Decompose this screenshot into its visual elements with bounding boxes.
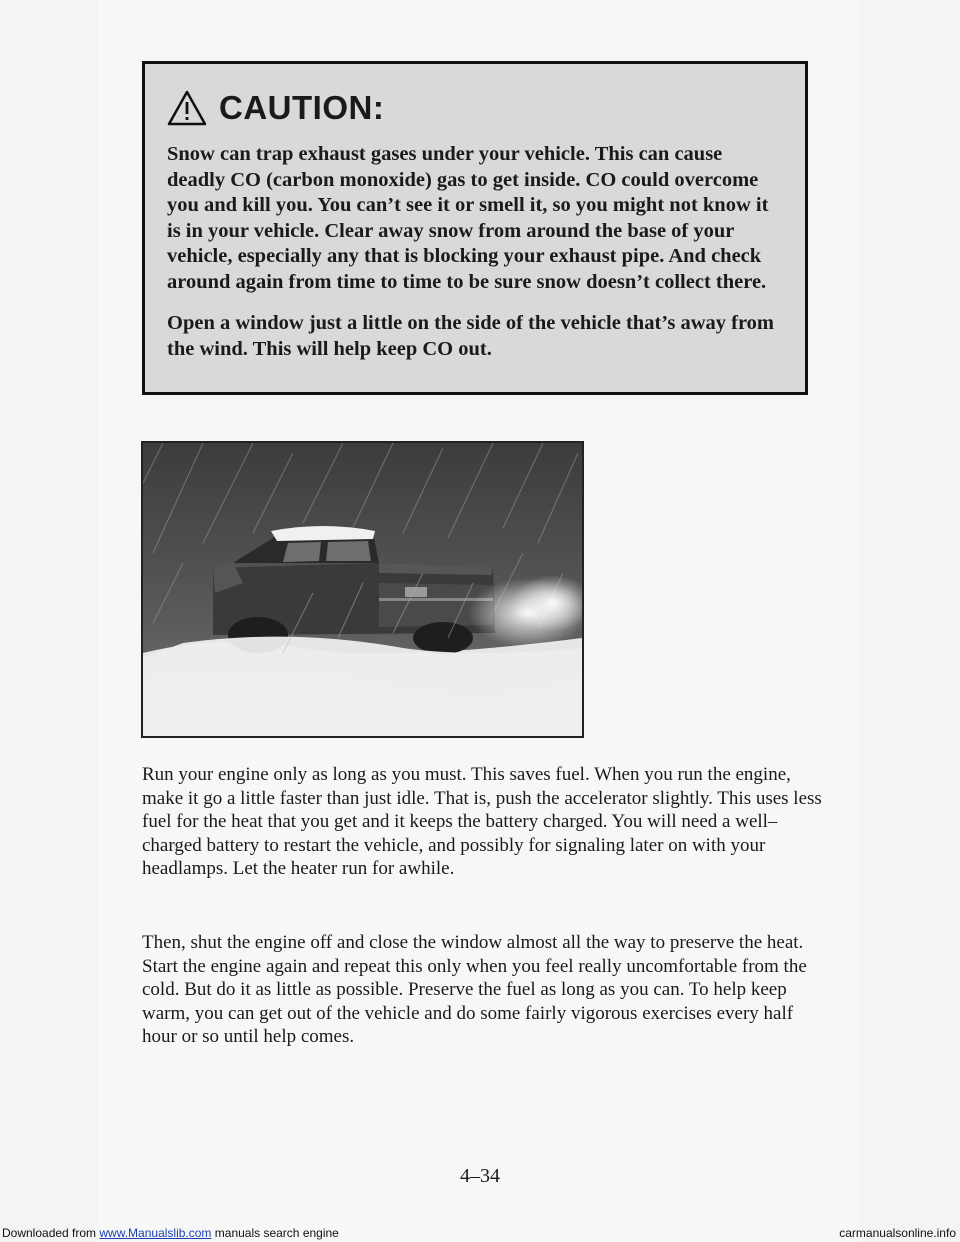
caution-paragraph-1: Snow can trap exhaust gases under your vehicle. This can cause deadly CO (carbon monoxide) gas to get inside. CO could overcome you and kill you. You can’t see it or smell it, so you might not know it is in your vehicle. Clear away snow from around the base of your vehicle, especially any that is blocking your exhaust pipe. And check around again from time to time to be sure snow doesn’t collect there. bbox=[167, 143, 769, 293]
download-footer bbox=[2, 1226, 339, 1240]
caution-title: CAUTION: bbox=[219, 89, 385, 126]
snowbound-truck-illustration bbox=[141, 441, 584, 738]
watermark-footer: carmanualsonline.info bbox=[839, 1226, 956, 1240]
manualslib-link[interactable]: www.Manualslib.com bbox=[99, 1226, 212, 1240]
page-number: 4–34 bbox=[460, 1165, 500, 1187]
caution-box bbox=[142, 61, 808, 395]
caution-paragraph-2: Open a window just a little on the side of the vehicle that’s away from the wind. This will help keep CO out. bbox=[167, 312, 775, 360]
body-paragraph-1: Run your engine only as long as you must. This saves fuel. When you run the engine, make it go a little faster than just idle. That is, push the accelerator slightly. This uses less fuel for the heat that you get and it keeps the battery charged. You will need a well–charged battery to restart the vehicle, and possibly for signaling later on with your headlamps. Let the heater run for awhile. bbox=[142, 764, 822, 880]
body-paragraph-2: Then, shut the engine off and close the window almost all the way to preserve the heat. Start the engine again and repeat this only when you feel really uncomfortable from the cold. But do it as little as possible. Preserve the fuel as long as you can. To help keep warm, you can get out of the vehicle and do some fairly vigorous exercises every half hour or so until help comes. bbox=[142, 932, 807, 1048]
footer-prefix: Downloaded from bbox=[2, 1226, 100, 1240]
caution-header bbox=[167, 84, 783, 132]
warning-triangle-icon bbox=[167, 90, 207, 126]
footer-suffix: manuals search engine bbox=[211, 1226, 339, 1240]
